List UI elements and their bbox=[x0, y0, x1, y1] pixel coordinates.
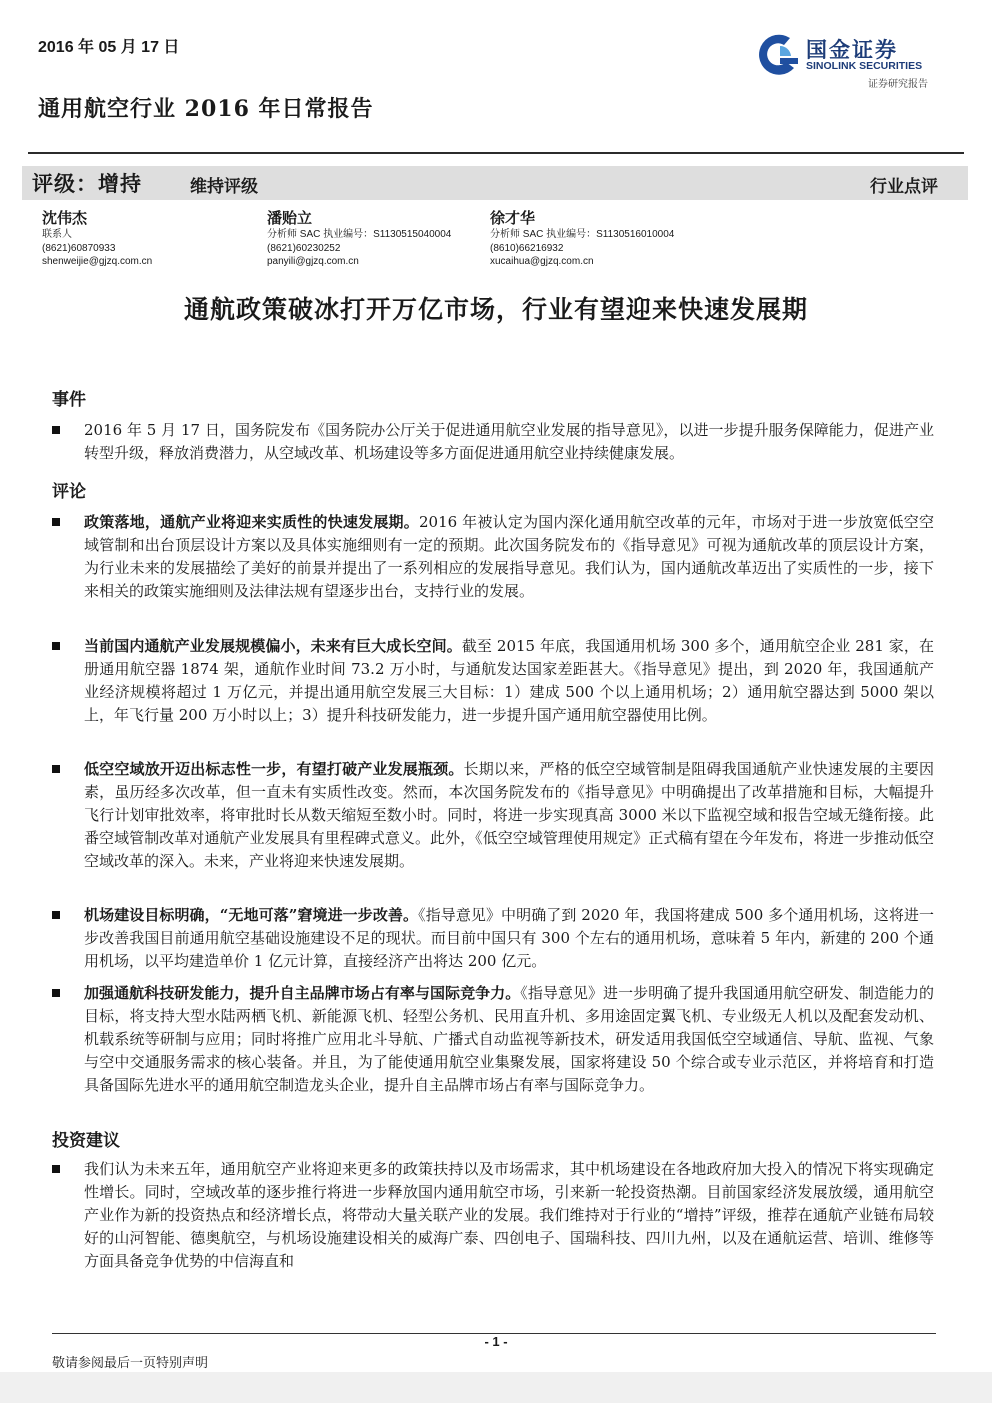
report-category: 行业点评 bbox=[870, 177, 938, 197]
rating-bar bbox=[22, 166, 968, 200]
section-title-invest: 投资建议 bbox=[52, 1131, 120, 1151]
analyst-email[interactable]: xucaihua@gjzq.com.cn bbox=[490, 256, 594, 267]
analyst-phone: (8621)60230252 bbox=[267, 242, 341, 254]
bullet-icon bbox=[52, 642, 60, 650]
bullet-icon bbox=[52, 765, 60, 773]
section-title-event: 事件 bbox=[52, 390, 86, 410]
analyst-name: 潘贻立 bbox=[267, 209, 313, 227]
logo-en-text: SINOLINK SECURITIES bbox=[806, 60, 923, 72]
comment-paragraph-3 bbox=[84, 758, 934, 873]
analyst-card bbox=[490, 208, 674, 269]
bullet-icon bbox=[52, 911, 60, 919]
analyst-email[interactable]: shenweijie@gjzq.com.cn bbox=[42, 256, 153, 267]
analyst-role: 联系人 bbox=[42, 229, 72, 240]
paragraph-body: 截至 2015 年底，我国通用机场 300 多个，通用航空企业 281 家，在册通用航空器 1874 架，通航作业时间 73.2 万小时，与通航发达国家差距甚大。《指导意见》提出，到 2020 年，我国通航产业经济规模将超过 1 万亿元，并提出通用航空发展三大目标：1）建成 500 个以上通用机场；2）通用航空器达到 5000 架以上，年飞行量 200 万小时以上；3）提升科技研发能力，进一步提升国产通用航空器使用比例。 bbox=[84, 637, 934, 724]
rating-label: 评级：增持 bbox=[32, 171, 142, 196]
analyst-name: 徐才华 bbox=[490, 209, 536, 227]
paragraph-lead: 低空空域放开迈出标志性一步，有望打破产业发展瓶颈。 bbox=[84, 760, 464, 778]
logo-cn-text: 国金证券 bbox=[806, 39, 898, 62]
analyst-name: 沈伟杰 bbox=[42, 209, 88, 227]
analyst-role: 分析师 SAC 执业编号：S1130516010004 bbox=[490, 229, 675, 240]
company-logo bbox=[756, 32, 946, 92]
paragraph-body: 2016 年被认定为国内深化通用航空改革的元年，市场对于进一步放宽低空空域管制和出台顶层设计方案以及具体实施细则有一定的预期。此次国务院发布的《指导意见》可视为通航改革的顶层设计方案，为行业未来的发展描绘了美好的前景并提出了一系列相应的发展指导意见。我们认为，国内通航改革迈出了实质性的一步，接下来相关的政策实施细则及法律法规有望逐步出台，支持行业的发展。 bbox=[84, 513, 934, 600]
logo-subtitle: 证券研究报告 bbox=[868, 79, 928, 90]
paragraph-body: 《指导意见》进一步明确了提升我国通用航空研发、制造能力的目标，将支持大型水陆两栖飞机、新能源飞机、轻型公务机、民用直升机、多用途固定翼飞机、专业级无人机以及配套发动机、机载系统等研制与应用；同时将推广应用北斗导航、广播式自动监视等新技术，研发适用我国低空空域通信、导航、监视、气象与空中交通服务需求的核心装备。并且，为了能使通用航空业集聚发展，国家将建设 50 个综合或专业示范区，并将培育和打造具备国际先进水平的通用航空制造龙头企业，提升自主品牌市场占有率与国际竞争力。 bbox=[84, 984, 934, 1094]
bullet-icon bbox=[52, 989, 60, 997]
bullet-icon bbox=[52, 426, 60, 434]
comment-paragraph-2 bbox=[84, 635, 934, 727]
paragraph-lead: 机场建设目标明确，“无地可落”窘境进一步改善。 bbox=[84, 906, 419, 924]
report-date: 2016 年 05 月 17 日 bbox=[38, 39, 180, 56]
paragraph-lead: 政策落地，通航产业将迎来实质性的快速发展期。 bbox=[84, 513, 419, 531]
analyst-card bbox=[267, 208, 451, 269]
page-number: - 1 - bbox=[484, 1334, 508, 1349]
paragraph-lead: 加强通航科技研发能力，提升自主品牌市场占有率与国际竞争力。 bbox=[84, 984, 521, 1002]
analyst-card bbox=[42, 208, 152, 269]
comment-paragraph-1 bbox=[84, 511, 934, 603]
comment-paragraph-5 bbox=[84, 982, 934, 1097]
event-paragraph: 2016 年 5 月 17 日，国务院发布《国务院办公厅关于促进通用航空业发展的指导意见》，以进一步提升服务保障能力，促进产业转型升级，释放消费潜力，从空域改革、机场建设等多方面促进通用航空业持续健康发展。 bbox=[84, 421, 934, 462]
analyst-phone: (8610)66216932 bbox=[490, 242, 564, 254]
analyst-email[interactable]: panyili@gjzq.com.cn bbox=[267, 256, 359, 267]
report-title: 通用航空行业 2016 年日常报告 bbox=[38, 96, 374, 122]
sinolink-logo-icon bbox=[756, 32, 802, 82]
invest-paragraph: 我们认为未来五年，通用航空产业将迎来更多的政策扶持以及市场需求，其中机场建设在各地政府加大投入的情况下将实现确定性增长。同时，空域改革的逐步推行将进一步释放国内通用航空市场，引来新一轮投资热潮。目前国家经济发展放缓，通用航空产业作为新的投资热点和经济增长点，将带动大量关联产业的发展。我们维持对于行业的“增持”评级，推荐在通航产业链布局较好的山河智能、德奥航空，与机场设施建设相关的威海广泰、四创电子、国瑞科技、四川九州，以及在通航运营、培训、维修等方面具备竞争优势的中信海直和 bbox=[84, 1160, 934, 1270]
analyst-phone: (8621)60870933 bbox=[42, 242, 116, 254]
disclaimer-note: 敬请参阅最后一页特别声明 bbox=[52, 1356, 209, 1371]
rating-maintain: 维持评级 bbox=[190, 177, 258, 197]
bullet-icon bbox=[52, 1165, 60, 1173]
headline: 通航政策破冰打开万亿市场，行业有望迎来快速发展期 bbox=[183, 295, 808, 324]
paragraph-body: 《指导意见》中明确了到 2020 年，我国将建成 500 多个通用机场，这将进一步改善我国目前通用航空基础设施建设不足的现状。而目前中国只有 300 个左右的通用机场，意味着 5 年内，新建的 200 个通用机场，以平均建造单价 1 亿元计算，直接经济产出将达 200 亿元。 bbox=[84, 906, 934, 970]
section-title-comment: 评论 bbox=[52, 482, 86, 502]
analyst-role: 分析师 SAC 执业编号：S1130515040004 bbox=[267, 229, 452, 240]
bullet-icon bbox=[52, 518, 60, 526]
comment-paragraph-4 bbox=[84, 904, 934, 973]
paragraph-body: 长期以来，严格的低空空域管制是阻碍我国通航产业快速发展的主要因素，虽历经多次改革，但一直未有实质性改变。然而，本次国务院发布的《指导意见》中明确提出了改革措施和目标，大幅提升飞行计划审批效率，将审批时长从数天缩短至数小时。同时，将进一步实现真高 3000 米以下监视空域和报告空域无缝衔接。此番空域管制改革对通航产业发展具有里程碑式意义。此外，《低空空域管理使用规定》正式稿有望在今年发布，将进一步推动低空空域改革的深入。未来，产业将迎来快速发展期。 bbox=[84, 760, 934, 870]
paragraph-lead: 当前国内通航产业发展规模偏小，未来有巨大成长空间。 bbox=[84, 637, 462, 655]
page-bottom-band bbox=[0, 1372, 992, 1403]
header-divider bbox=[28, 152, 964, 154]
